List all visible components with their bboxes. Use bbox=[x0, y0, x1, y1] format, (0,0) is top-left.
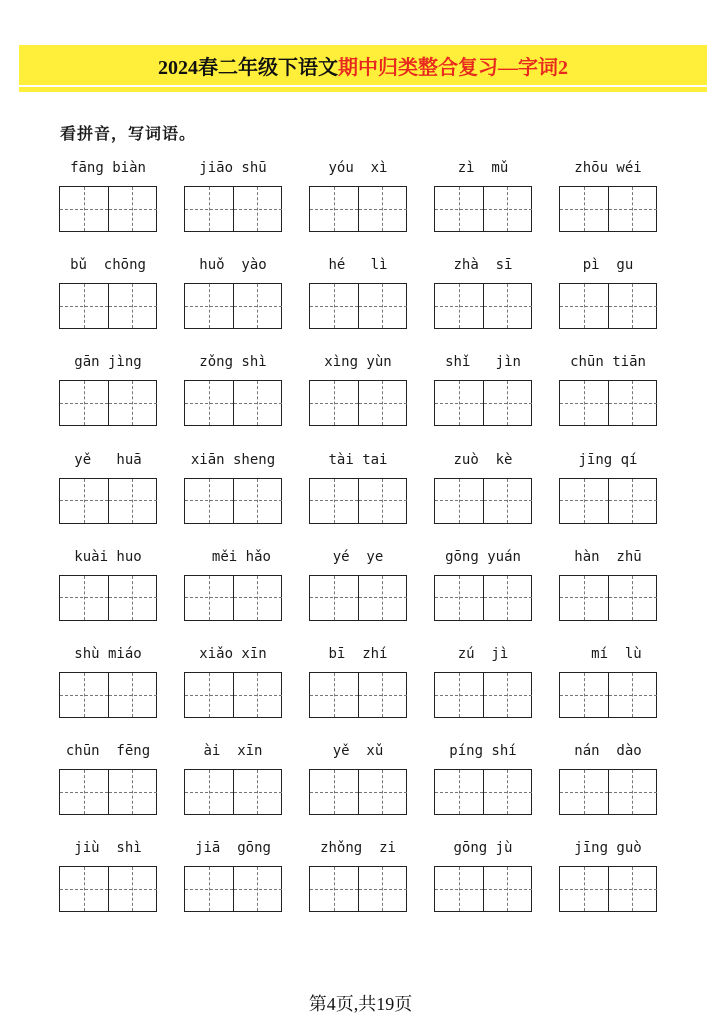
character-box[interactable] bbox=[608, 381, 657, 425]
writing-boxes bbox=[59, 478, 157, 524]
writing-boxes bbox=[559, 186, 657, 232]
writing-boxes bbox=[559, 575, 657, 621]
writing-boxes bbox=[184, 769, 282, 815]
pinyin-label: jiāo shū bbox=[199, 160, 267, 176]
character-box[interactable] bbox=[60, 576, 108, 620]
word-item bbox=[59, 646, 157, 726]
character-box[interactable] bbox=[358, 284, 407, 328]
word-item bbox=[184, 743, 282, 823]
character-box[interactable] bbox=[233, 187, 282, 231]
exercise-instruction: 看拼音，写词语。 bbox=[60, 124, 197, 143]
pinyin-label: zì mǔ bbox=[457, 160, 509, 176]
pinyin-label: zhōu wéi bbox=[574, 160, 642, 176]
writing-boxes bbox=[59, 283, 157, 329]
character-box[interactable] bbox=[608, 770, 657, 814]
character-box[interactable] bbox=[435, 673, 483, 717]
writing-boxes bbox=[559, 769, 657, 815]
writing-boxes bbox=[434, 380, 532, 426]
word-item bbox=[184, 646, 282, 726]
pinyin-label: zuò kè bbox=[453, 451, 513, 468]
character-box[interactable] bbox=[435, 770, 483, 814]
character-box[interactable] bbox=[608, 576, 657, 620]
character-box[interactable] bbox=[233, 284, 282, 328]
pinyin-label: fāng biàn bbox=[70, 160, 146, 176]
word-item bbox=[184, 160, 282, 240]
title-prefix: 2024春二年级下语文 bbox=[158, 56, 338, 79]
character-box[interactable] bbox=[233, 770, 282, 814]
writing-boxes bbox=[59, 866, 157, 912]
writing-boxes bbox=[559, 672, 657, 718]
pinyin-label: yě xǔ bbox=[332, 743, 384, 760]
character-box[interactable] bbox=[560, 673, 608, 717]
pinyin-label: shǐ jìn bbox=[445, 354, 521, 371]
word-item bbox=[59, 160, 157, 240]
pinyin-label: jīng qí bbox=[578, 451, 638, 468]
writing-boxes bbox=[309, 672, 407, 718]
word-item bbox=[309, 646, 407, 726]
character-box[interactable] bbox=[108, 187, 157, 231]
word-item bbox=[309, 354, 407, 434]
writing-boxes bbox=[59, 575, 157, 621]
pinyin-label: hé lì bbox=[328, 257, 388, 274]
pinyin-label: xiān sheng bbox=[190, 451, 276, 468]
character-box[interactable] bbox=[60, 187, 108, 231]
writing-boxes bbox=[184, 283, 282, 329]
word-item bbox=[59, 257, 157, 337]
character-box[interactable] bbox=[483, 187, 532, 231]
character-box[interactable] bbox=[483, 284, 532, 328]
word-item bbox=[184, 452, 282, 532]
word-item bbox=[559, 743, 657, 823]
pinyin-label: huǒ yào bbox=[199, 257, 267, 274]
pinyin-label: ài xīn bbox=[203, 743, 263, 760]
writing-boxes bbox=[434, 575, 532, 621]
pinyin-label: bǔ chōng bbox=[70, 257, 146, 274]
pinyin-label: zhà sī bbox=[453, 257, 513, 274]
character-box[interactable] bbox=[608, 867, 657, 911]
character-box[interactable] bbox=[483, 867, 532, 911]
pinyin-label: zú jì bbox=[457, 646, 509, 662]
character-box[interactable] bbox=[483, 381, 532, 425]
character-box[interactable] bbox=[483, 770, 532, 814]
pinyin-label: jiā gōng bbox=[195, 840, 271, 857]
character-box[interactable] bbox=[560, 187, 608, 231]
character-box[interactable] bbox=[60, 479, 108, 523]
word-item bbox=[434, 160, 532, 240]
character-box[interactable] bbox=[60, 770, 108, 814]
pinyin-label: yě huā bbox=[74, 451, 142, 468]
word-item bbox=[184, 257, 282, 337]
character-box[interactable] bbox=[310, 187, 358, 231]
word-item bbox=[59, 452, 157, 532]
writing-boxes bbox=[184, 186, 282, 232]
pinyin-label: jiù shì bbox=[74, 840, 142, 857]
character-box[interactable] bbox=[358, 867, 407, 911]
writing-boxes bbox=[309, 186, 407, 232]
character-box[interactable] bbox=[108, 284, 157, 328]
word-item bbox=[184, 354, 282, 434]
character-box[interactable] bbox=[233, 479, 282, 523]
character-box[interactable] bbox=[560, 284, 608, 328]
word-item bbox=[434, 743, 532, 823]
word-item bbox=[434, 452, 532, 532]
character-box[interactable] bbox=[185, 867, 233, 911]
character-box[interactable] bbox=[608, 479, 657, 523]
character-box[interactable] bbox=[60, 867, 108, 911]
character-box[interactable] bbox=[310, 479, 358, 523]
character-box[interactable] bbox=[483, 576, 532, 620]
writing-boxes bbox=[59, 380, 157, 426]
word-item bbox=[559, 160, 657, 240]
writing-boxes bbox=[434, 866, 532, 912]
writing-boxes bbox=[184, 478, 282, 524]
pinyin-label: jīng guò bbox=[574, 840, 642, 857]
character-box[interactable] bbox=[185, 770, 233, 814]
character-box[interactable] bbox=[483, 479, 532, 523]
writing-boxes bbox=[59, 186, 157, 232]
word-item bbox=[559, 354, 657, 434]
writing-boxes bbox=[309, 769, 407, 815]
pinyin-label: zhǒng zi bbox=[320, 840, 396, 857]
pinyin-label: gōng jù bbox=[453, 840, 513, 857]
word-item bbox=[309, 452, 407, 532]
pinyin-label: yé ye bbox=[332, 548, 384, 565]
pinyin-label: nán dào bbox=[574, 743, 642, 760]
character-box[interactable] bbox=[185, 284, 233, 328]
pinyin-label: gōng yuán bbox=[445, 548, 521, 565]
pinyin-label: gān jìng bbox=[74, 354, 142, 371]
writing-boxes bbox=[434, 478, 532, 524]
character-box[interactable] bbox=[435, 479, 483, 523]
character-box[interactable] bbox=[560, 381, 608, 425]
character-box[interactable] bbox=[358, 770, 407, 814]
character-box[interactable] bbox=[60, 673, 108, 717]
writing-boxes bbox=[434, 283, 532, 329]
word-item bbox=[559, 840, 657, 920]
word-item bbox=[434, 646, 532, 726]
pinyin-label: shù miáo bbox=[74, 646, 142, 662]
character-box[interactable] bbox=[233, 867, 282, 911]
character-box[interactable] bbox=[560, 770, 608, 814]
pinyin-label: xiǎo xīn bbox=[199, 646, 267, 662]
character-box[interactable] bbox=[108, 479, 157, 523]
word-item bbox=[59, 549, 157, 629]
character-box[interactable] bbox=[310, 381, 358, 425]
word-item bbox=[434, 549, 532, 629]
word-item bbox=[309, 160, 407, 240]
word-item bbox=[309, 549, 407, 629]
character-box[interactable] bbox=[60, 284, 108, 328]
writing-boxes bbox=[59, 672, 157, 718]
character-box[interactable] bbox=[435, 284, 483, 328]
character-box[interactable] bbox=[435, 867, 483, 911]
character-box[interactable] bbox=[310, 284, 358, 328]
writing-boxes bbox=[434, 186, 532, 232]
pinyin-label: zǒng shì bbox=[199, 354, 267, 371]
pinyin-label: bī zhí bbox=[328, 646, 388, 662]
word-item bbox=[59, 354, 157, 434]
character-box[interactable] bbox=[358, 187, 407, 231]
pinyin-label: chūn fēng bbox=[65, 743, 151, 760]
word-item bbox=[184, 840, 282, 920]
word-item bbox=[559, 452, 657, 532]
character-box[interactable] bbox=[185, 576, 233, 620]
character-box[interactable] bbox=[310, 770, 358, 814]
character-box[interactable] bbox=[108, 381, 157, 425]
character-box[interactable] bbox=[185, 187, 233, 231]
pinyin-label: yóu xì bbox=[328, 160, 388, 176]
pinyin-label: píng shí bbox=[449, 743, 517, 760]
pinyin-label: mí lù bbox=[574, 646, 642, 662]
character-box[interactable] bbox=[483, 673, 532, 717]
page-footer: 第4页,共19页 bbox=[308, 994, 413, 1014]
writing-boxes bbox=[434, 672, 532, 718]
character-box[interactable] bbox=[608, 673, 657, 717]
character-box[interactable] bbox=[108, 867, 157, 911]
character-box[interactable] bbox=[310, 576, 358, 620]
character-box[interactable] bbox=[108, 576, 157, 620]
character-box[interactable] bbox=[358, 576, 407, 620]
character-box[interactable] bbox=[608, 284, 657, 328]
word-item bbox=[59, 840, 157, 920]
character-box[interactable] bbox=[108, 770, 157, 814]
title-highlight: 期中归类整合复习—字词2 bbox=[338, 56, 568, 79]
writing-boxes bbox=[309, 380, 407, 426]
pinyin-label: chūn tiān bbox=[570, 354, 646, 371]
writing-boxes bbox=[559, 283, 657, 329]
character-box[interactable] bbox=[358, 381, 407, 425]
pinyin-label: měi hǎo bbox=[195, 548, 271, 565]
writing-boxes bbox=[559, 380, 657, 426]
writing-boxes bbox=[559, 478, 657, 524]
pinyin-label: pì gu bbox=[582, 257, 634, 274]
writing-boxes bbox=[309, 478, 407, 524]
writing-boxes bbox=[309, 866, 407, 912]
writing-boxes bbox=[184, 866, 282, 912]
word-item bbox=[309, 840, 407, 920]
character-box[interactable] bbox=[435, 187, 483, 231]
word-item bbox=[434, 840, 532, 920]
character-box[interactable] bbox=[233, 673, 282, 717]
word-item bbox=[559, 646, 657, 726]
character-box[interactable] bbox=[233, 576, 282, 620]
character-box[interactable] bbox=[310, 673, 358, 717]
character-box[interactable] bbox=[560, 576, 608, 620]
word-item bbox=[559, 549, 657, 629]
word-item bbox=[59, 743, 157, 823]
character-box[interactable] bbox=[185, 673, 233, 717]
writing-boxes bbox=[309, 575, 407, 621]
word-item bbox=[184, 549, 282, 629]
word-item bbox=[434, 257, 532, 337]
writing-boxes bbox=[309, 283, 407, 329]
character-box[interactable] bbox=[435, 576, 483, 620]
pinyin-label: xìng yùn bbox=[324, 354, 392, 371]
pinyin-label: hàn zhū bbox=[574, 548, 642, 565]
character-box[interactable] bbox=[310, 867, 358, 911]
writing-boxes bbox=[184, 672, 282, 718]
character-box[interactable] bbox=[60, 381, 108, 425]
pinyin-label: kuài huo bbox=[74, 548, 142, 565]
writing-boxes bbox=[559, 866, 657, 912]
character-box[interactable] bbox=[608, 187, 657, 231]
writing-boxes bbox=[434, 769, 532, 815]
word-item bbox=[559, 257, 657, 337]
writing-boxes bbox=[184, 380, 282, 426]
word-item bbox=[309, 257, 407, 337]
writing-boxes bbox=[184, 575, 282, 621]
word-item bbox=[309, 743, 407, 823]
writing-boxes bbox=[59, 769, 157, 815]
pinyin-label: tài tai bbox=[328, 451, 388, 468]
character-box[interactable] bbox=[560, 867, 608, 911]
character-box[interactable] bbox=[560, 479, 608, 523]
character-box[interactable] bbox=[358, 673, 407, 717]
character-box[interactable] bbox=[435, 381, 483, 425]
character-box[interactable] bbox=[108, 673, 157, 717]
word-item bbox=[434, 354, 532, 434]
character-box[interactable] bbox=[358, 479, 407, 523]
character-box[interactable] bbox=[233, 381, 282, 425]
character-box[interactable] bbox=[185, 479, 233, 523]
character-box[interactable] bbox=[185, 381, 233, 425]
